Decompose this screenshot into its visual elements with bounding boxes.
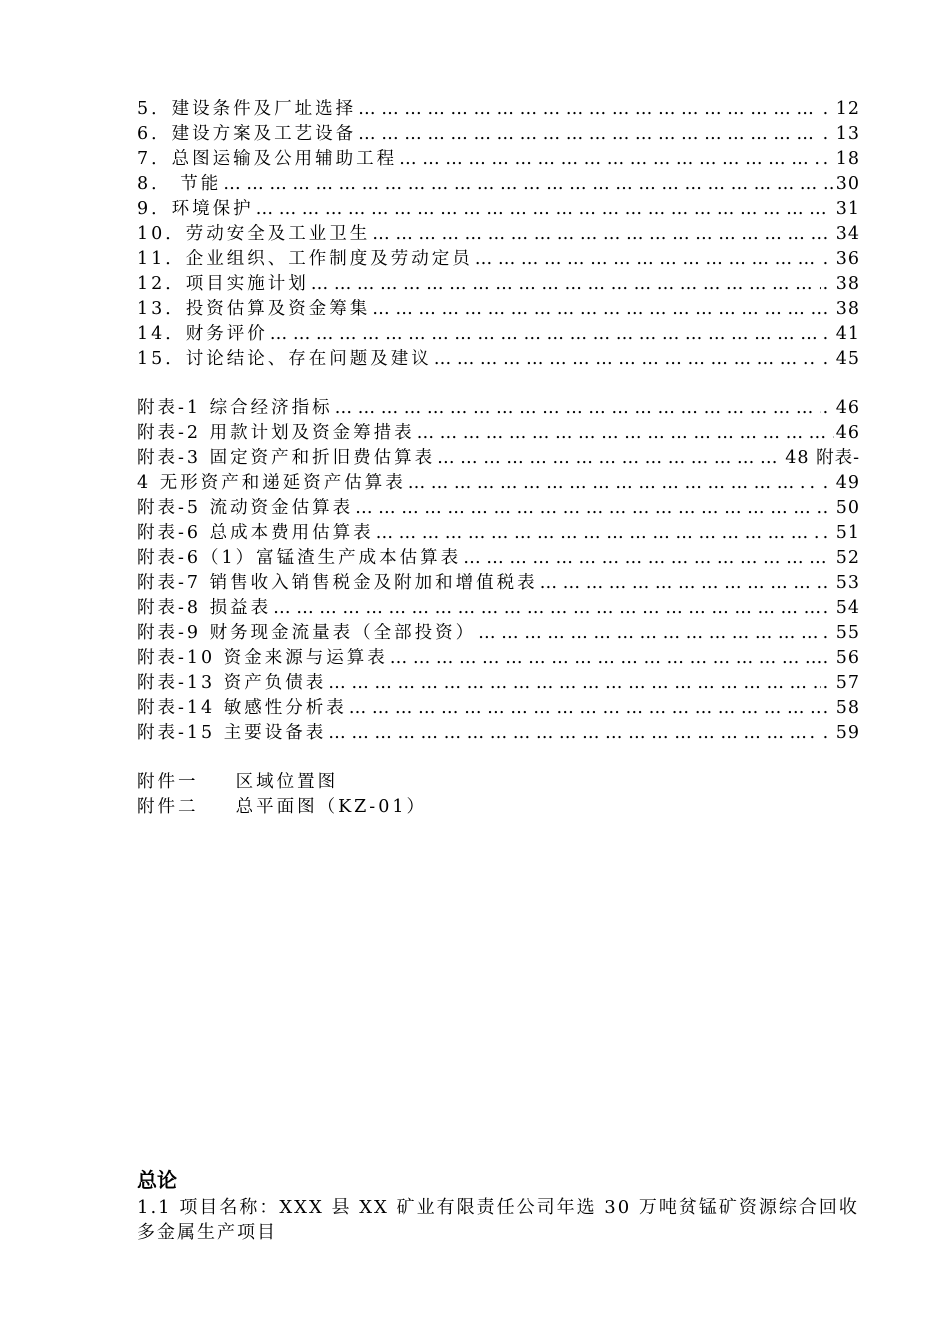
toc-entry[interactable] <box>137 272 860 297</box>
toc-entry[interactable] <box>137 471 860 496</box>
toc-dot-leader <box>437 446 783 471</box>
toc-dot-leader <box>358 97 820 122</box>
toc-entry[interactable] <box>137 621 860 646</box>
toc-entry[interactable] <box>137 571 860 596</box>
section-heading: 总论 <box>137 1168 177 1192</box>
toc-entry-page: . . 59 <box>809 723 860 743</box>
toc-entry[interactable] <box>137 696 860 721</box>
toc-dot-leader <box>311 272 821 297</box>
toc-entry[interactable] <box>137 172 860 197</box>
toc-entry-page: . . 49 <box>809 473 860 493</box>
toc-dot-leader <box>256 197 834 222</box>
toc-entry-label: 附表-2 用款计划及资金筹措表 <box>137 423 415 443</box>
toc-entry-page: . 34 <box>822 224 860 244</box>
toc-dot-leader <box>328 721 807 746</box>
toc-entry-page: 48 附表- <box>785 448 860 468</box>
toc-dot-leader <box>372 297 820 322</box>
toc-dot-leader <box>540 571 821 596</box>
toc-entry-label: 附表-7 销售收入销售税金及附加和增值税表 <box>137 573 538 593</box>
toc-entry-label: 附表-6（1）富锰渣生产成本估算表 <box>137 548 462 568</box>
toc-entry[interactable] <box>137 147 860 172</box>
toc-entry-page: . 13 <box>822 124 860 144</box>
toc-entry[interactable] <box>137 421 860 446</box>
toc-entry-label: 11．企业组织、工作制度及劳动定员 <box>137 249 473 269</box>
toc-entry[interactable] <box>137 297 860 322</box>
toc-entry[interactable] <box>137 646 860 671</box>
toc-dot-leader <box>328 671 820 696</box>
toc-section-gap <box>137 372 860 396</box>
toc-dot-leader <box>223 172 834 197</box>
table-of-contents <box>137 97 860 746</box>
attachment-title: 总平面图（KZ-01） <box>235 797 427 817</box>
toc-entry-label: 附表-13 资产负债表 <box>137 673 327 693</box>
toc-dot-leader <box>417 421 834 446</box>
toc-entry-label: 9．环境保护 <box>137 199 254 219</box>
toc-entry-page: . 53 <box>822 573 860 593</box>
toc-entry-page: 46 <box>835 423 860 443</box>
attachments-list <box>137 770 427 820</box>
toc-entry-label: 15．讨论结论、存在问题及建议 <box>137 349 432 369</box>
toc-entry-label: 附表-8 损益表 <box>137 598 272 618</box>
toc-entry[interactable] <box>137 496 860 521</box>
toc-entry-page: 31 <box>835 199 860 219</box>
toc-entry[interactable] <box>137 671 860 696</box>
toc-dot-leader <box>399 147 820 172</box>
toc-dot-leader <box>376 521 821 546</box>
toc-entry-page: . 41 <box>822 324 860 344</box>
toc-entry-page: . 12 <box>822 99 860 119</box>
toc-entry[interactable] <box>137 322 860 347</box>
toc-entry-page: . 55 <box>822 623 860 643</box>
toc-entry-label: 附表-9 财务现金流量表（全部投资） <box>137 623 477 643</box>
toc-entry[interactable] <box>137 222 860 247</box>
toc-entry[interactable] <box>137 396 860 421</box>
toc-entry[interactable] <box>137 347 860 372</box>
toc-entry-label: 4 无形资产和递延资产估算表 <box>137 473 406 493</box>
toc-dot-leader <box>475 247 821 272</box>
attachment-name: 附件二 <box>137 797 199 817</box>
toc-entry[interactable] <box>137 521 860 546</box>
toc-entry-page: 52 <box>835 548 860 568</box>
toc-entry-label: 附表-10 资金来源与运算表 <box>137 648 388 668</box>
toc-entry-label: 6．建设方案及工艺设备 <box>137 124 357 144</box>
toc-dot-leader <box>270 322 821 347</box>
toc-entry-page: . 51 <box>822 523 860 543</box>
toc-entry[interactable] <box>137 596 860 621</box>
toc-entry-page: . . 45 <box>809 349 860 369</box>
toc-entry-label: 附表-14 敏感性分析表 <box>137 698 347 718</box>
toc-entry-label: 附表-15 主要设备表 <box>137 723 327 743</box>
toc-entry[interactable] <box>137 97 860 122</box>
toc-entry-label: 附表-5 流动资金估算表 <box>137 498 354 518</box>
toc-entry-label: 附表-6 总成本费用估算表 <box>137 523 374 543</box>
toc-dot-leader <box>273 596 820 621</box>
toc-entry-label: 12．项目实施计划 <box>137 274 309 294</box>
toc-dot-leader <box>358 122 820 147</box>
toc-entry-label: 13．投资估算及资金筹集 <box>137 299 371 319</box>
toc-entry[interactable] <box>137 247 860 272</box>
toc-entry-page: . 50 <box>822 498 860 518</box>
toc-entry-label: 附表-3 固定资产和折旧费估算表 <box>137 448 436 468</box>
toc-entry[interactable] <box>137 197 860 222</box>
toc-entry-page: . 38 <box>822 299 860 319</box>
toc-entry-label: 10．劳动安全及工业卫生 <box>137 224 371 244</box>
attachment-item <box>137 770 427 795</box>
toc-entry[interactable] <box>137 446 860 471</box>
toc-dot-leader <box>408 471 808 496</box>
toc-entry-page: . 46 <box>822 398 860 418</box>
toc-dot-leader <box>335 396 821 421</box>
toc-dot-leader <box>355 496 820 521</box>
toc-entry-page: . 36 <box>822 249 860 269</box>
toc-entry-label: 5．建设条件及厂址选择 <box>137 99 357 119</box>
toc-entry-label: 7．总图运输及公用辅助工程 <box>137 149 398 169</box>
toc-dot-leader <box>478 621 820 646</box>
toc-dot-leader <box>434 347 808 372</box>
toc-entry-label: 附表-1 综合经济指标 <box>137 398 333 418</box>
project-name-paragraph: 1.1 项目名称：XXX 县 XX 矿业有限责任公司年选 30 万吨贫锰矿资源综合回收多金属生产项目 <box>137 1197 859 1243</box>
toc-entry-page: . 57 <box>822 673 860 693</box>
toc-entry-page: 30 <box>835 174 860 194</box>
toc-entry-page: . 56 <box>822 648 860 668</box>
toc-entry[interactable] <box>137 546 860 571</box>
toc-entry-page: . 38 <box>822 274 860 294</box>
toc-entry-label: 8． 节能 <box>137 174 222 194</box>
toc-entry-page: . 18 <box>822 149 860 169</box>
toc-dot-leader <box>372 222 820 247</box>
toc-dot-leader <box>349 696 821 721</box>
toc-dot-leader <box>390 646 821 671</box>
toc-entry-page: . 58 <box>822 698 860 718</box>
attachment-item <box>137 795 427 820</box>
toc-dot-leader <box>463 546 834 571</box>
toc-entry-page: . 54 <box>822 598 860 618</box>
attachment-name: 附件一 <box>137 772 199 792</box>
toc-entry-label: 14．财务评价 <box>137 324 268 344</box>
toc-entry[interactable] <box>137 721 860 746</box>
attachment-title: 区域位置图 <box>235 772 339 792</box>
toc-entry[interactable] <box>137 122 860 147</box>
